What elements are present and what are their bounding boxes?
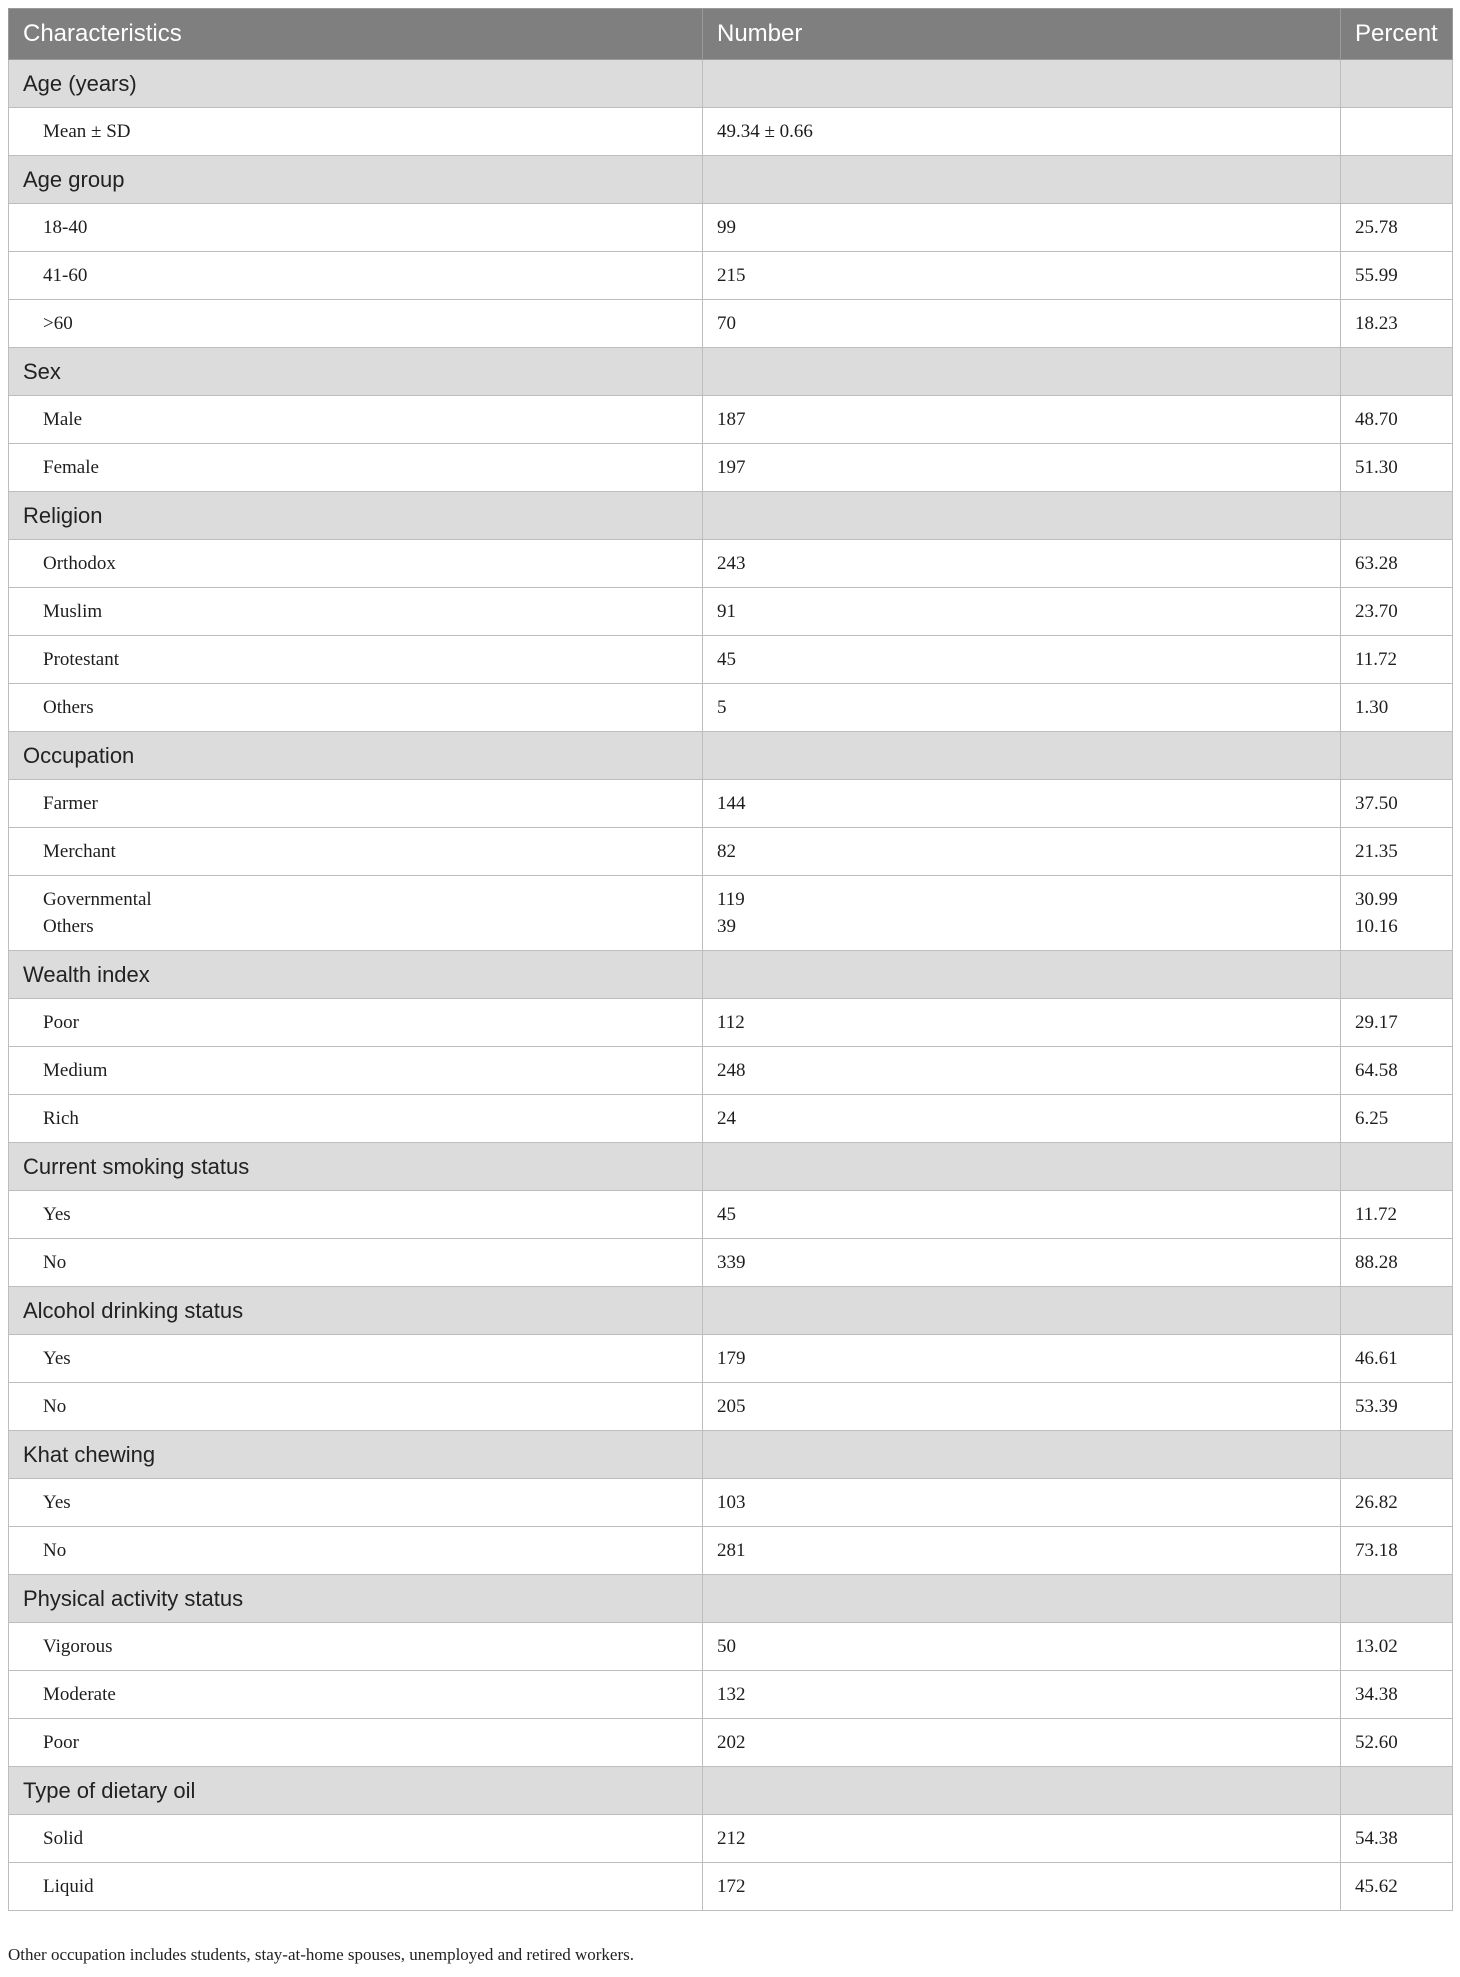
category-title: Alcohol drinking status: [9, 1287, 703, 1335]
row-label: Rich: [9, 1095, 703, 1143]
row-percent: 46.61: [1341, 1335, 1453, 1383]
category-title: Age group: [9, 156, 703, 204]
row-percent: 29.17: [1341, 999, 1453, 1047]
category-percent-cell: [1341, 1767, 1453, 1815]
row-number: 179: [703, 1335, 1341, 1383]
category-title: Wealth index: [9, 951, 703, 999]
row-percent: 11.72: [1341, 1191, 1453, 1239]
row-percent: 54.38: [1341, 1815, 1453, 1863]
category-row: [9, 1431, 1453, 1479]
table-row: [9, 1239, 1453, 1287]
table-row: [9, 252, 1453, 300]
category-row: [9, 1287, 1453, 1335]
row-label: 18-40: [9, 204, 703, 252]
category-percent-cell: [1341, 951, 1453, 999]
table-row: [9, 1671, 1453, 1719]
row-label: Female: [9, 444, 703, 492]
category-percent-cell: [1341, 156, 1453, 204]
header-percent: Percent: [1341, 9, 1453, 60]
table-row: [9, 1479, 1453, 1527]
row-number: 103: [703, 1479, 1341, 1527]
row-number-merged: [703, 876, 1341, 951]
category-number-cell: [703, 1143, 1341, 1191]
category-title: Current smoking status: [9, 1143, 703, 1191]
table-row: [9, 876, 1453, 951]
row-number: 132: [703, 1671, 1341, 1719]
table-row: [9, 1191, 1453, 1239]
row-percent: [1341, 108, 1453, 156]
row-label: No: [9, 1239, 703, 1287]
row-number: 197: [703, 444, 1341, 492]
category-percent-cell: [1341, 1431, 1453, 1479]
row-label: >60: [9, 300, 703, 348]
category-number-cell: [703, 1431, 1341, 1479]
row-percent: 63.28: [1341, 540, 1453, 588]
table-row: [9, 540, 1453, 588]
table-row: [9, 780, 1453, 828]
category-number-cell: [703, 732, 1341, 780]
table-row: [9, 1527, 1453, 1575]
row-number: 50: [703, 1623, 1341, 1671]
row-number: 212: [703, 1815, 1341, 1863]
row-label: Others: [9, 684, 703, 732]
row-label: Poor: [9, 1719, 703, 1767]
row-percent: 23.70: [1341, 588, 1453, 636]
row-label: Yes: [9, 1479, 703, 1527]
row-label: Solid: [9, 1815, 703, 1863]
row-number: 339: [703, 1239, 1341, 1287]
row-percent: 13.02: [1341, 1623, 1453, 1671]
category-row: [9, 348, 1453, 396]
row-percent: 18.23: [1341, 300, 1453, 348]
row-number: 215: [703, 252, 1341, 300]
category-row: [9, 1767, 1453, 1815]
row-label: Mean ± SD: [9, 108, 703, 156]
row-percent: 11.72: [1341, 636, 1453, 684]
row-percent: 37.50: [1341, 780, 1453, 828]
row-percent: 55.99: [1341, 252, 1453, 300]
row-label: Governmental: [43, 889, 152, 910]
category-percent-cell: [1341, 1575, 1453, 1623]
row-number: 45: [703, 636, 1341, 684]
table-row: [9, 108, 1453, 156]
row-label: Orthodox: [9, 540, 703, 588]
row-percent: 6.25: [1341, 1095, 1453, 1143]
category-number-cell: [703, 1767, 1341, 1815]
row-label: Yes: [9, 1335, 703, 1383]
table-row: [9, 636, 1453, 684]
row-number: 144: [703, 780, 1341, 828]
row-number: 119: [717, 889, 745, 910]
table-row: [9, 444, 1453, 492]
category-number-cell: [703, 951, 1341, 999]
row-label: Medium: [9, 1047, 703, 1095]
row-percent: 45.62: [1341, 1863, 1453, 1911]
category-number-cell: [703, 1287, 1341, 1335]
category-percent-cell: [1341, 1143, 1453, 1191]
row-label: Others: [43, 916, 94, 937]
table-row: [9, 684, 1453, 732]
row-number: 24: [703, 1095, 1341, 1143]
table-row: [9, 1335, 1453, 1383]
row-percent: 51.30: [1341, 444, 1453, 492]
table-row: [9, 1815, 1453, 1863]
row-label: Farmer: [9, 780, 703, 828]
table-body: [9, 60, 1453, 1911]
row-percent: 64.58: [1341, 1047, 1453, 1095]
row-percent: 10.16: [1355, 916, 1398, 937]
category-title: Religion: [9, 492, 703, 540]
characteristics-table-container: [8, 8, 1452, 1911]
category-percent-cell: [1341, 60, 1453, 108]
category-percent-cell: [1341, 492, 1453, 540]
row-number: 112: [703, 999, 1341, 1047]
row-number: 187: [703, 396, 1341, 444]
category-percent-cell: [1341, 348, 1453, 396]
row-percent-merged: [1341, 876, 1453, 951]
row-percent: 48.70: [1341, 396, 1453, 444]
row-percent: 34.38: [1341, 1671, 1453, 1719]
header-characteristics: Characteristics: [9, 9, 703, 60]
row-percent: 21.35: [1341, 828, 1453, 876]
row-number: 39: [717, 916, 736, 937]
category-row: [9, 156, 1453, 204]
table-row: [9, 1047, 1453, 1095]
row-number: 205: [703, 1383, 1341, 1431]
table-row: [9, 1095, 1453, 1143]
row-number: 82: [703, 828, 1341, 876]
row-number: 281: [703, 1527, 1341, 1575]
category-number-cell: [703, 492, 1341, 540]
row-number: 70: [703, 300, 1341, 348]
row-label: No: [9, 1383, 703, 1431]
table-row: [9, 1863, 1453, 1911]
table-footnote: Other occupation includes students, stay-at-home spouses, unemployed and retired workers.: [8, 1945, 635, 1964]
row-percent: 26.82: [1341, 1479, 1453, 1527]
row-label: Merchant: [9, 828, 703, 876]
characteristics-table: [8, 8, 1453, 1911]
category-row: [9, 951, 1453, 999]
row-percent: 73.18: [1341, 1527, 1453, 1575]
category-title: Khat chewing: [9, 1431, 703, 1479]
category-number-cell: [703, 348, 1341, 396]
row-number: 172: [703, 1863, 1341, 1911]
category-row: [9, 60, 1453, 108]
row-number: 91: [703, 588, 1341, 636]
table-row: [9, 300, 1453, 348]
category-title: Type of dietary oil: [9, 1767, 703, 1815]
category-row: [9, 1143, 1453, 1191]
row-label: Poor: [9, 999, 703, 1047]
table-row: [9, 588, 1453, 636]
row-percent: 88.28: [1341, 1239, 1453, 1287]
row-number: 248: [703, 1047, 1341, 1095]
row-number: 243: [703, 540, 1341, 588]
category-percent-cell: [1341, 732, 1453, 780]
row-label: Yes: [9, 1191, 703, 1239]
category-row: [9, 1575, 1453, 1623]
row-number: 45: [703, 1191, 1341, 1239]
table-row: [9, 828, 1453, 876]
row-percent: 53.39: [1341, 1383, 1453, 1431]
row-label: Male: [9, 396, 703, 444]
category-number-cell: [703, 60, 1341, 108]
table-row: [9, 1719, 1453, 1767]
category-number-cell: [703, 1575, 1341, 1623]
category-number-cell: [703, 156, 1341, 204]
category-title: Occupation: [9, 732, 703, 780]
row-label: Liquid: [9, 1863, 703, 1911]
category-row: [9, 732, 1453, 780]
category-percent-cell: [1341, 1287, 1453, 1335]
row-label: No: [9, 1527, 703, 1575]
row-percent: 25.78: [1341, 204, 1453, 252]
row-label: Moderate: [9, 1671, 703, 1719]
table-row: [9, 999, 1453, 1047]
table-row: [9, 1623, 1453, 1671]
row-number: 5: [703, 684, 1341, 732]
category-title: Age (years): [9, 60, 703, 108]
table-row: [9, 396, 1453, 444]
table-header-row: [9, 9, 1453, 60]
row-label-merged: [9, 876, 703, 951]
table-row: [9, 204, 1453, 252]
row-label: Muslim: [9, 588, 703, 636]
row-percent: 52.60: [1341, 1719, 1453, 1767]
category-title: Sex: [9, 348, 703, 396]
category-row: [9, 492, 1453, 540]
row-number: 202: [703, 1719, 1341, 1767]
row-label: Protestant: [9, 636, 703, 684]
row-label: 41-60: [9, 252, 703, 300]
row-percent: 1.30: [1341, 684, 1453, 732]
row-label: Vigorous: [9, 1623, 703, 1671]
header-number: Number: [703, 9, 1341, 60]
category-title: Physical activity status: [9, 1575, 703, 1623]
row-percent: 30.99: [1355, 889, 1398, 910]
row-number: 49.34 ± 0.66: [703, 108, 1341, 156]
row-number: 99: [703, 204, 1341, 252]
table-row: [9, 1383, 1453, 1431]
